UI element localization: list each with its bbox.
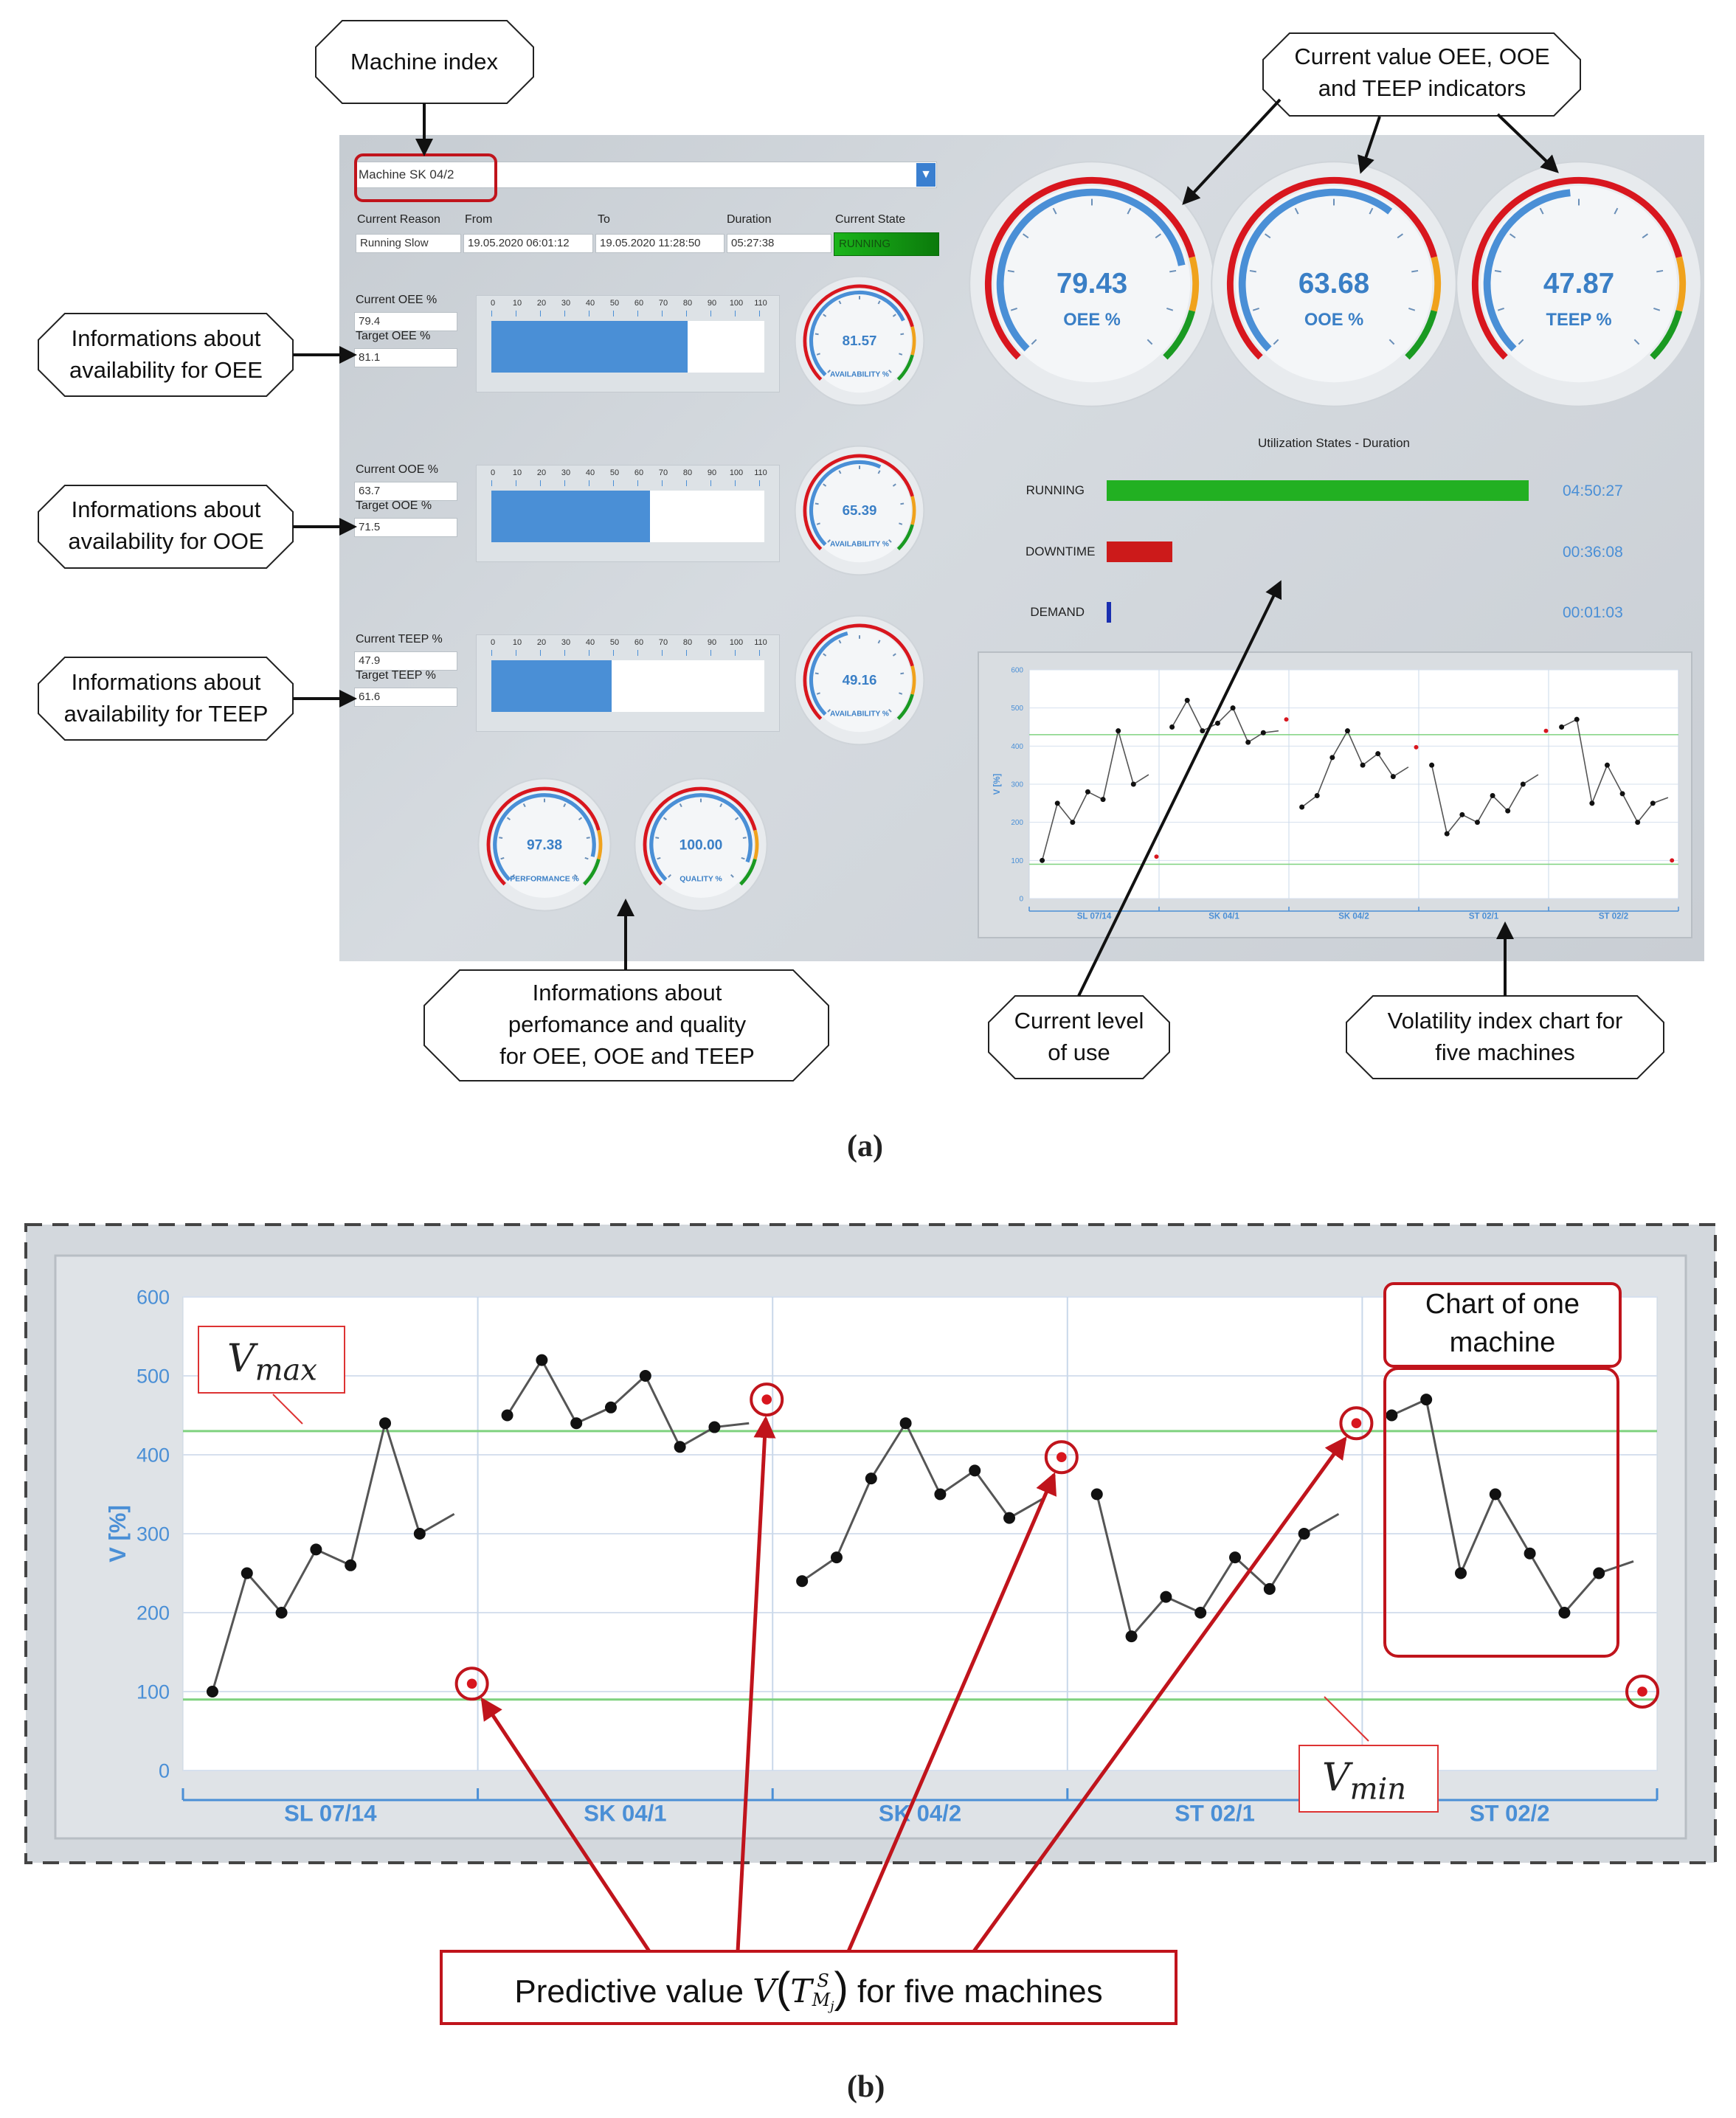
data-point <box>276 1607 288 1619</box>
availability-gauge-label: AVAILABILITY % <box>830 540 889 549</box>
data-point <box>536 1354 547 1366</box>
scale-tick-label: 100 <box>729 468 744 477</box>
to-header: To <box>598 213 610 226</box>
callout-oee-line1: Informations about <box>71 325 261 351</box>
x-group-label: ST 02/1 <box>1468 912 1499 921</box>
y-tick-label: 600 <box>136 1286 170 1309</box>
target-value: 61.6 <box>354 688 457 707</box>
scale-tick-label: 110 <box>754 299 767 308</box>
from-header: From <box>465 213 493 226</box>
callout-current-value-line2: and TEEP indicators <box>1318 75 1526 101</box>
predictive-prefix: Predictive value <box>514 1973 753 2010</box>
scale-tick-label: 70 <box>658 468 668 477</box>
quality-gauge-label: QUALITY % <box>679 875 722 884</box>
availability-gauge-value: 49.16 <box>842 672 877 688</box>
data-point <box>900 1417 912 1429</box>
availability-gauge-value: 81.57 <box>842 333 877 349</box>
callout-volatility-line1: Volatility index chart for <box>1387 1008 1623 1034</box>
callout-perf-line2: perfomance and quality <box>508 1011 747 1037</box>
x-group-label: ST 02/2 <box>1469 1800 1550 1827</box>
caption-b: (b) <box>847 2070 885 2104</box>
callout-perf-line3: for OEE, OOE and TEEP <box>499 1043 755 1069</box>
scale-tick-label: 30 <box>561 299 571 308</box>
data-point <box>1420 1394 1432 1405</box>
target-value: 71.5 <box>354 518 457 537</box>
callout-level-line2: of use <box>1048 1039 1110 1065</box>
duration-header: Duration <box>727 213 772 226</box>
predictive-value-box: Predictive value V(T S $M_j$ ) for five machines <box>440 1950 1177 2025</box>
data-point <box>207 1686 218 1697</box>
data-point <box>241 1568 253 1579</box>
data-point <box>1194 1607 1206 1619</box>
predicted-point <box>1057 1452 1067 1462</box>
indicator-gauge-label: OEE % <box>1063 311 1121 330</box>
predicted-point <box>1352 1418 1362 1428</box>
y-axis-label: V [%] <box>105 1505 131 1562</box>
x-group-label: ST 02/2 <box>1598 912 1629 921</box>
scale-tick-label: 80 <box>682 468 693 477</box>
quality-gauge-value: 100.00 <box>679 837 723 854</box>
callout-ooe-line1: Informations about <box>71 496 261 522</box>
data-point <box>1593 1568 1605 1579</box>
data-point <box>570 1417 582 1429</box>
indicator-gauge-value: 47.87 <box>1543 267 1615 300</box>
predictive-subsub: j <box>830 1998 834 2014</box>
data-point <box>796 1575 808 1587</box>
scale-tick-label: 50 <box>609 638 620 647</box>
data-point <box>1264 1583 1276 1595</box>
scale-tick-label: 80 <box>682 638 693 647</box>
data-point <box>865 1472 877 1484</box>
data-point <box>674 1441 686 1453</box>
data-point <box>414 1528 426 1540</box>
current-reason-header: Current Reason <box>357 213 440 226</box>
data-point <box>502 1410 513 1422</box>
data-point <box>1003 1512 1015 1524</box>
scale-tick-label: 90 <box>707 638 717 647</box>
arrow-current-value-1 <box>1184 100 1280 203</box>
arrow-level <box>1076 583 1280 996</box>
utilization-state-name: DOWNTIME <box>1026 544 1096 558</box>
scale-tick-label: 100 <box>729 299 744 308</box>
callout-current-value-line1: Current value OEE, OOE <box>1294 44 1550 69</box>
x-group-label: ST 02/1 <box>1175 1800 1255 1827</box>
callout-oee <box>41 322 291 386</box>
vmax-label: V <box>227 1337 255 1381</box>
indicator-gauge-value: 79.43 <box>1056 267 1128 300</box>
utilization-duration: 04:50:27 <box>1563 482 1623 499</box>
scale-tick-label: 40 <box>585 299 595 308</box>
y-tick-label: 300 <box>1011 781 1023 789</box>
x-group-label: SK 04/1 <box>1208 912 1239 921</box>
scale-tick-label: 10 <box>512 638 522 647</box>
scale-tick-label: 30 <box>561 638 571 647</box>
current-label: Current OOE % <box>356 463 439 476</box>
vmin-sub: min <box>1349 1772 1407 1807</box>
predictive-suffix: for five machines <box>848 1973 1103 2010</box>
target-label: Target OOE % <box>356 499 432 512</box>
y-tick-label: 100 <box>1011 856 1023 865</box>
data-point <box>379 1417 391 1429</box>
predictive-sub: M <box>812 1989 831 2010</box>
y-tick-label: 400 <box>1011 742 1023 751</box>
current-value: 47.9 <box>354 651 457 671</box>
availability-gauge-value: 65.39 <box>842 502 877 519</box>
predictive-func: V <box>753 1973 776 2010</box>
scale-tick-label: 20 <box>536 299 547 308</box>
y-tick-label: 0 <box>158 1759 170 1782</box>
callout-level <box>992 1005 1166 1068</box>
callout-current-value <box>1265 41 1579 104</box>
scale-tick-label: 50 <box>609 299 620 308</box>
scale-tick-label: 90 <box>707 468 717 477</box>
y-tick-label: 300 <box>136 1523 170 1546</box>
data-point <box>1455 1568 1467 1579</box>
data-point <box>1490 1489 1501 1501</box>
chevron-down-icon[interactable]: ▼ <box>916 163 936 187</box>
vmin-label: V <box>1322 1756 1350 1800</box>
x-group-label: SK 04/2 <box>878 1800 962 1827</box>
callout-ooe <box>41 494 291 557</box>
scale-tick-label: 10 <box>512 299 522 308</box>
data-point <box>1386 1410 1397 1422</box>
callout-perf-line1: Informations about <box>532 980 722 1006</box>
x-group-label: SL 07/14 <box>1076 912 1112 921</box>
callout-ooe-line2: availability for OOE <box>68 528 264 554</box>
duration-value: 05:27:38 <box>727 234 831 253</box>
utilization-duration: 00:01:03 <box>1563 604 1623 621</box>
chart-of-one-line1: Chart of one <box>1425 1289 1580 1320</box>
machine-index-highlight <box>356 155 496 201</box>
from-value: 19.05.2020 06:01:12 <box>463 234 593 253</box>
utilization-state-name: RUNNING <box>1026 483 1085 497</box>
machine-select-value: Machine SK 04/2 <box>359 167 454 181</box>
scale-tick-label: 30 <box>561 468 571 477</box>
callout-volatility <box>1350 1005 1660 1068</box>
scale-tick-label: 0 <box>490 638 496 647</box>
predicted-point <box>467 1679 477 1689</box>
callout-machine-index: Machine index <box>350 49 498 75</box>
predicted-point <box>1637 1686 1647 1697</box>
data-point <box>1126 1630 1138 1642</box>
chart-of-one-box <box>1383 1282 1622 1368</box>
callout-volatility-line2: five machines <box>1435 1039 1575 1065</box>
data-point <box>708 1422 720 1433</box>
x-group-label: SK 04/2 <box>1338 912 1369 921</box>
y-tick-label: 200 <box>136 1602 170 1624</box>
data-point <box>969 1464 981 1476</box>
data-point <box>640 1370 651 1382</box>
current-state-header: Current State <box>835 213 906 226</box>
scale-tick-label: 100 <box>729 638 744 647</box>
y-tick-label: 400 <box>136 1444 170 1467</box>
scale-tick-label: 20 <box>536 638 547 647</box>
callout-oee-line2: availability for OEE <box>69 357 263 383</box>
vmin-label-box <box>1298 1745 1439 1813</box>
data-point <box>1229 1551 1241 1563</box>
y-tick-label: 200 <box>1011 819 1023 828</box>
scale-tick-label: 20 <box>536 468 547 477</box>
scale-tick-label: 0 <box>490 468 496 477</box>
predictive-sup: S <box>817 1970 829 1991</box>
indicator-gauge-label: OOE % <box>1304 311 1364 330</box>
data-point <box>831 1551 843 1563</box>
y-axis-label: V [%] <box>993 773 1002 795</box>
performance-gauge-label: PERFORMANCE % <box>510 875 579 884</box>
availability-gauge-label: AVAILABILITY % <box>830 710 889 719</box>
scale-tick-label: 40 <box>585 638 595 647</box>
current-value: 63.7 <box>354 482 457 501</box>
vmax-label-box <box>198 1326 345 1394</box>
data-point <box>1160 1591 1172 1603</box>
data-point <box>934 1489 946 1501</box>
data-point <box>1298 1528 1310 1540</box>
utilization-duration: 00:36:08 <box>1563 544 1623 561</box>
y-tick-label: 500 <box>136 1365 170 1388</box>
data-point <box>1558 1607 1570 1619</box>
scale-tick-label: 80 <box>682 299 693 308</box>
x-group-label: SK 04/1 <box>584 1800 667 1827</box>
callout-perf <box>432 977 823 1072</box>
data-point <box>345 1560 356 1571</box>
scale-tick-label: 70 <box>658 638 668 647</box>
scale-tick-label: 60 <box>634 468 644 477</box>
performance-gauge-value: 97.38 <box>526 837 563 854</box>
availability-gauge-label: AVAILABILITY % <box>830 370 889 379</box>
to-value: 19.05.2020 11:28:50 <box>595 234 725 253</box>
scale-tick-label: 10 <box>512 468 522 477</box>
arrow-current-value-2 <box>1361 117 1380 171</box>
data-point <box>605 1402 617 1413</box>
y-tick-label: 500 <box>1011 705 1023 713</box>
scale-tick-label: 70 <box>658 299 668 308</box>
arrow-current-value-3 <box>1498 114 1557 171</box>
data-point <box>310 1543 322 1555</box>
callout-teep-line1: Informations about <box>71 669 261 695</box>
scale-tick-label: 110 <box>754 638 767 647</box>
y-tick-label: 600 <box>1011 666 1023 675</box>
indicator-gauge-value: 63.68 <box>1298 267 1370 300</box>
callout-level-line1: Current level <box>1014 1008 1144 1034</box>
scale-tick-label: 110 <box>754 468 767 477</box>
predictive-T: T <box>790 1973 812 2010</box>
scale-tick-label: 40 <box>585 468 595 477</box>
data-point <box>1524 1548 1536 1560</box>
current-reason-value: Running Slow <box>356 234 461 253</box>
scale-tick-label: 90 <box>707 299 717 308</box>
utilization-state-name: DEMAND <box>1030 605 1085 619</box>
callout-teep <box>41 666 291 730</box>
callout-teep-line2: availability for TEEP <box>63 701 269 727</box>
target-label: Target TEEP % <box>356 669 436 682</box>
current-state-value: RUNNING <box>839 238 891 250</box>
scale-tick-label: 60 <box>634 638 644 647</box>
indicator-gauge-label: TEEP % <box>1546 311 1612 330</box>
current-value: 79.4 <box>354 312 457 331</box>
current-label: Current TEEP % <box>356 633 443 646</box>
data-point <box>1091 1489 1103 1501</box>
predicted-point <box>761 1394 772 1405</box>
scale-tick-label: 50 <box>609 468 620 477</box>
y-tick-label: 100 <box>136 1681 170 1703</box>
y-tick-label: 0 <box>1019 895 1023 904</box>
chart-of-one-line2: machine <box>1449 1327 1556 1358</box>
target-value: 81.1 <box>354 348 457 367</box>
current-label: Current OEE % <box>356 294 438 306</box>
x-group-label: SL 07/14 <box>284 1800 377 1827</box>
scale-tick-label: 60 <box>634 299 644 308</box>
scale-tick-label: 0 <box>490 299 496 308</box>
utilization-title: Utilization States - Duration <box>1258 436 1410 450</box>
caption-a: (a) <box>847 1129 883 1163</box>
vmax-sub: max <box>255 1353 317 1388</box>
target-label: Target OEE % <box>356 330 431 342</box>
